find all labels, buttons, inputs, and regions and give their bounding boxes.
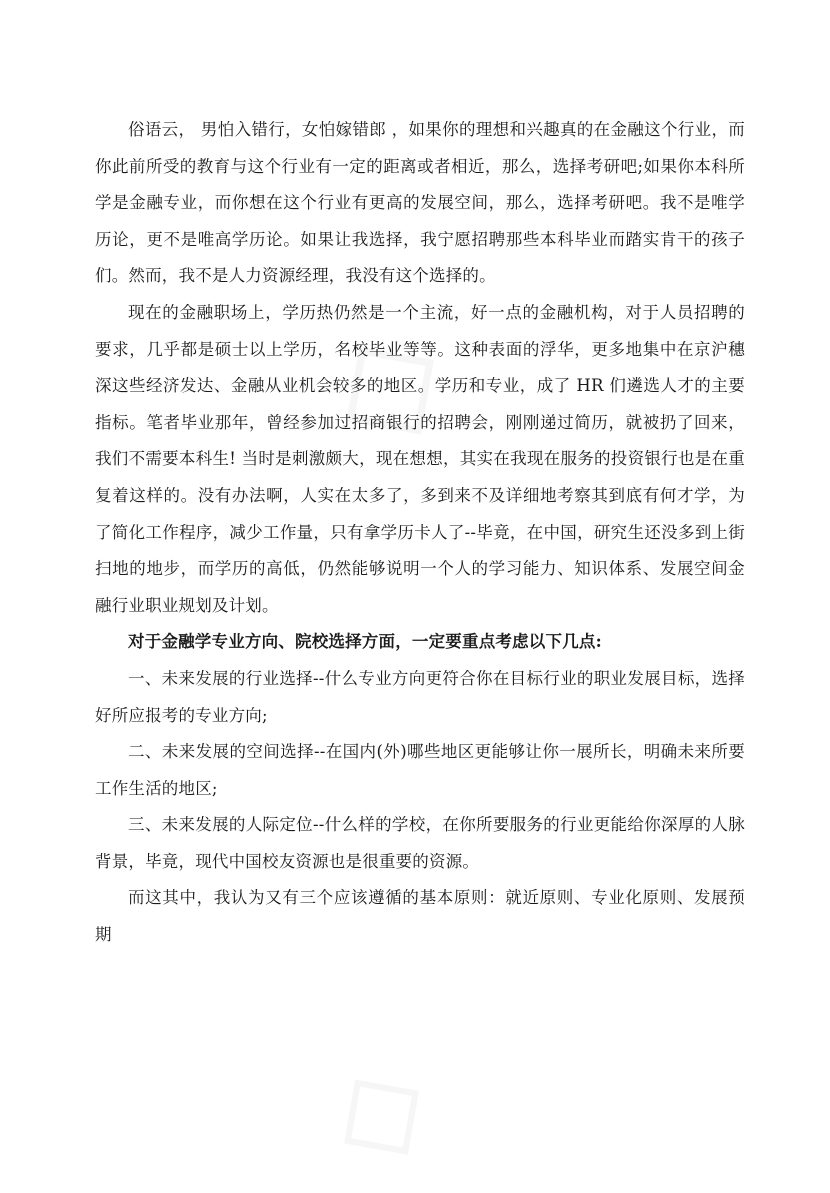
paragraph-job-market: 现在的金融职场上，学历热仍然是一个主流，好一点的金融机构，对于人员招聘的要求，几乎都是硕士以上学历，名校毕业等等。这种表面的浮华，更多地集中在京沪穗深这些经济发达、金融从业机会较多的地区。学历和专业，成了 HR 们遴选人才的主要指标。笔者毕业那年，曾经参加过招商银行的招聘会，刚刚递过简历，就被扔了回来， 我们不需要本科生! 当时是刺激颇大，现在想想，其实在我现在服务的投资银行也是在重复着这样的。没有办法啊，人实在太多了，多到来不及详细地考察其到底有何才学，为了简化工作程序，减少工作量，只有拿学历卡人了--毕竟，在中国，研究生还没多到上街扫地的地步，而学历的高低，仍然能够说明一个人的学习能力、知识体系、发展空间金融行业职业规划及计划。 xyxy=(95,302,745,615)
watermark-mark xyxy=(298,1026,453,1193)
document-body xyxy=(95,112,745,954)
paragraph-proverb: 俗语云， 男怕入错行，女怕嫁错郎 ，如果你的理想和兴趣真的在金融这个行业，而你此前所受的教育与这个行业有一定的距离或者相近，那么，选择考研吧;如果你本科所学是金融专业，而你想在这个行业有更高的发展空间，那么，选择考研吧。我不是唯学历论，更不是唯高学历论。如果让我选择，我宁愿招聘那些本科毕业而踏实肯干的孩子们。然而，我不是人力资源经理，我没有这个选择的。 xyxy=(95,120,745,286)
paragraph-principles: 而这其中，我认为又有三个应该遵循的基本原则：就近原则、专业化原则、发展预期 xyxy=(95,888,745,945)
list-item-network-positioning: 三、未来发展的人际定位--什么样的学校，在你所要服务的行业更能给你深厚的人脉背景，毕竟，现代中国校友资源也是很重要的资源。 xyxy=(95,815,745,871)
list-item-region-choice: 二、未来发展的空间选择--在国内(外)哪些地区更能够让你一展所长，明确未来所要工作生活的地区; xyxy=(95,742,745,798)
list-item-industry-choice: 一、未来发展的行业选择--什么专业方向更符合你在目标行业的职业发展目标，选择好所应报考的专业方向; xyxy=(95,668,745,725)
section-heading: 对于金融学专业方向、院校选择方面，一定要重点考虑以下几点: xyxy=(128,632,602,652)
